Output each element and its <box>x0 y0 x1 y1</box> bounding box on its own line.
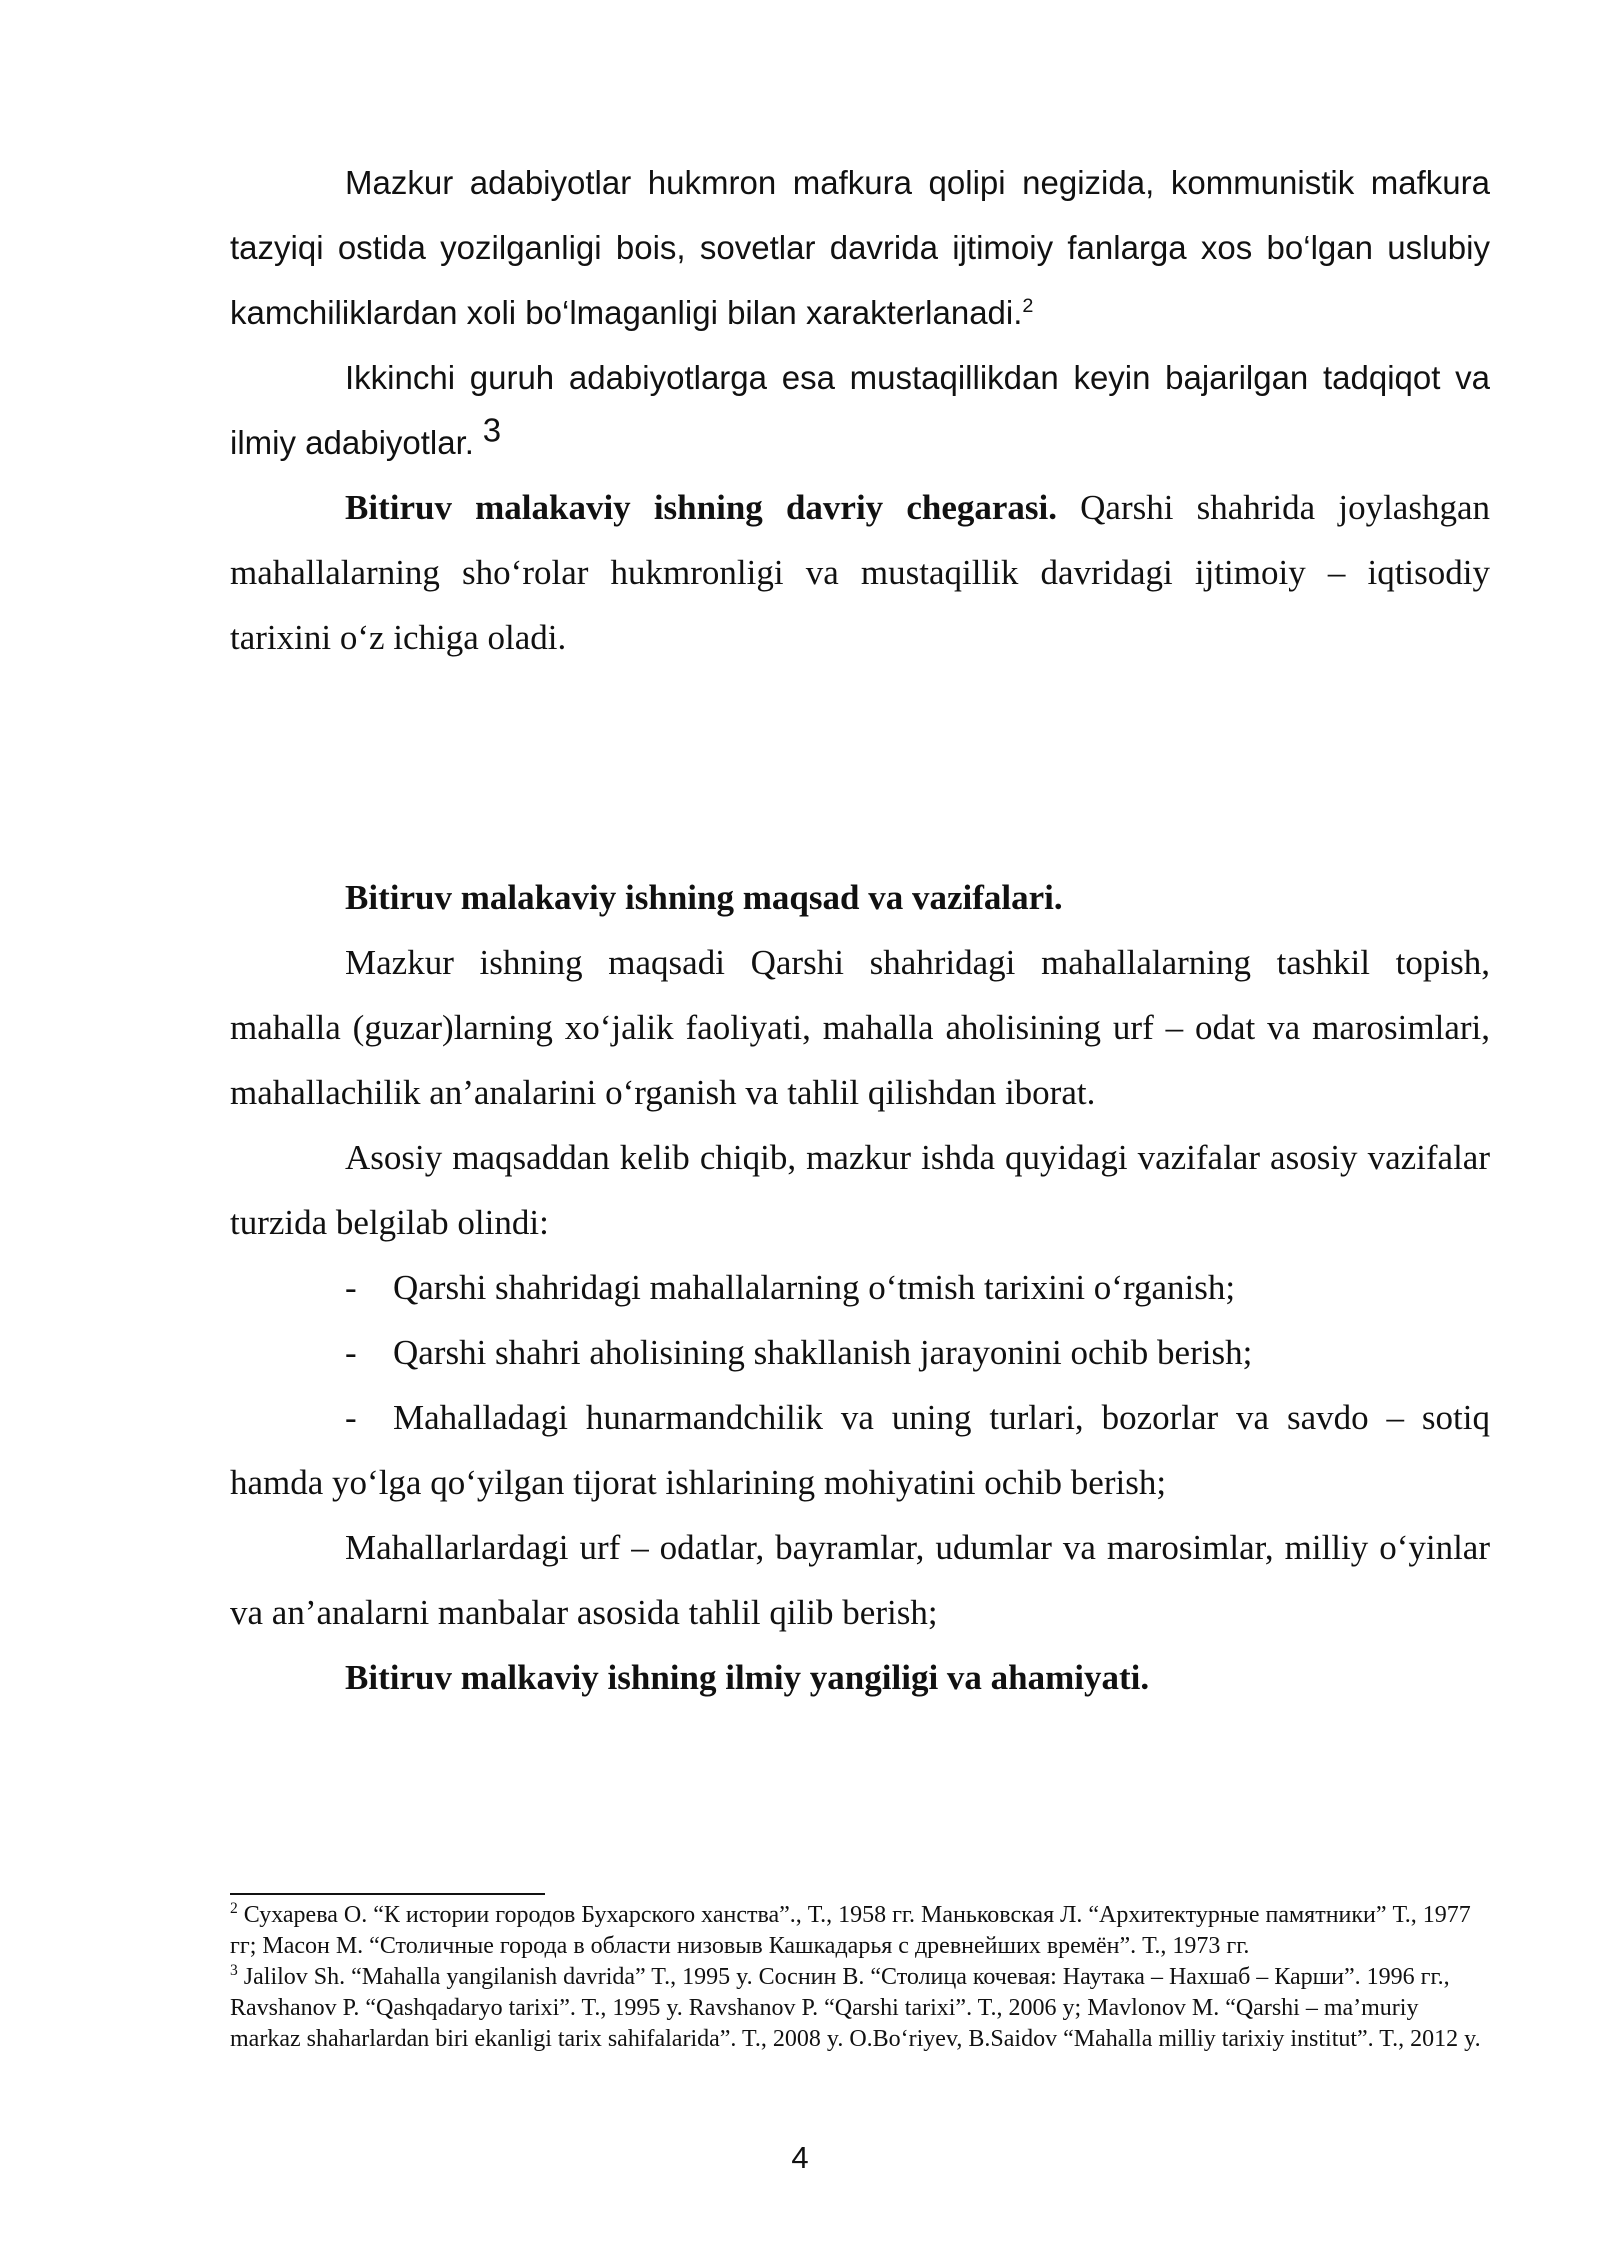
section-heading-goals <box>230 865 1490 930</box>
list-dash: - <box>345 1398 357 1437</box>
list-item <box>230 1255 1490 1320</box>
footnote-text: Сухарева О. “К истории городов Бухарского ханства”., Т., 1958 гг. Маньковская Л. “Архитектурные памятники” Т., 1977 гг; Масон М. “Столичные города в области низовыв Кашкадарья с древнейших времён”. Т., 1973 гг. <box>230 1902 1471 1959</box>
paragraph-4: Mazkur ishning maqsadi Qarshi shahridagi mahallalarning tashkil topish, mahalla (guzar)larning xo‘jalik faoliyati, mahalla aholisining urf – odat va marosimlari, mahallachilik an’analarini o‘rganish va tahlil qilishdan iborat. <box>230 943 1490 1112</box>
footnotes <box>230 1900 1490 2055</box>
list-item-text: Qarshi shahridagi mahallalarning o‘tmish tarixini o‘rganish; <box>393 1268 1236 1307</box>
section-heading-goals-text: Bitiruv malakaviy ishning maqsad va vazifalari. <box>345 878 1063 917</box>
section-heading-period: Bitiruv malakaviy ishning davriy chegarasi. <box>345 488 1057 527</box>
paragraph-6: Mahallarlardagi urf – odatlar, bayramlar, udumlar va marosimlar, milliy o‘yinlar va an’analarni manbalar asosida tahlil qilib berish; <box>230 1528 1490 1632</box>
paragraph-3-text: Qarshi shahrida joylashgan mahallalarning sho‘rolar hukmronligi va mustaqillik davridagi ijtimoiy – iqtisodiy tarixini o‘z ichiga oladi. <box>230 488 1490 657</box>
page-number: 4 <box>791 2140 809 2175</box>
section-heading-novelty <box>230 1645 1490 1710</box>
list-item-text: Mahalladagi hunarmandchilik va uning turlari, bozorlar va savdo – sotiq hamda yo‘lga qo‘yilgan tijorat ishlarining mohiyatini ochib berish; <box>230 1398 1490 1502</box>
list-item-text: Qarshi shahri aholisining shakllanish jarayonini ochib berish; <box>393 1333 1253 1372</box>
paragraph-1-text: Mazkur adabiyotlar hukmron mafkura qolipi negizida, kommunistik mafkura tazyiqi ostida yozilganligi bois, sovetlar davrida ijtimoiy fanlarga xos bo‘lgan uslubiy kamchiliklardan xoli bo‘lmaganligi bilan xarakterlanadi. <box>230 164 1490 331</box>
list-dash: - <box>345 1268 357 1307</box>
footnote-separator <box>230 1893 545 1895</box>
paragraph-1 <box>230 150 1490 345</box>
vertical-gap <box>230 670 1490 865</box>
paragraph-5: Asosiy maqsaddan kelib chiqib, mazkur ishda quyidagi vazifalar asosiy vazifalar turzida belgilab olindi: <box>230 1138 1490 1242</box>
footnote-ref-3[interactable]: 3 <box>482 411 502 449</box>
body-text <box>230 150 1490 1710</box>
footnote-2 <box>230 1900 1490 1962</box>
footnote-number: 2 <box>230 1900 238 1917</box>
paragraph-3 <box>230 475 1490 670</box>
footnote-ref-2[interactable]: 2 <box>1022 295 1034 317</box>
paragraph-2-text: Ikkinchi guruh adabiyotlarga esa mustaqillikdan keyin bajarilgan tadqiqot va ilmiy adabiyotlar. <box>230 359 1490 461</box>
list-item <box>230 1385 1490 1515</box>
footnote-3 <box>230 1962 1490 2055</box>
list-item <box>230 1320 1490 1385</box>
footnote-text: Jalilov Sh. “Mahalla yangilanish davrida” T., 1995 y. Соснин В. “Столица кочевая: Наутака – Нахшаб – Карши”. 1996 гг., Ravshanov P. “Qashqadaryo tarixi”. T., 1995 y. Ravshanov P. “Qarshi tarixi”. T., 2006 y; Mavlonov M. “Qarshi – ma’muriy markaz shaharlardan biri ekanligi tarix sahifalarida”. T., 2008 y. O.Bo‘riyev, B.Saidov “Mahalla milliy tarixiy institut”. T., 2012 y. <box>230 1964 1481 2052</box>
section-heading-novelty-text: Bitiruv malkaviy ishning ilmiy yangiligi va ahamiyati. <box>345 1658 1150 1697</box>
list-dash: - <box>345 1333 357 1372</box>
paragraph-2 <box>230 345 1490 475</box>
footnote-number: 3 <box>230 1962 238 1979</box>
